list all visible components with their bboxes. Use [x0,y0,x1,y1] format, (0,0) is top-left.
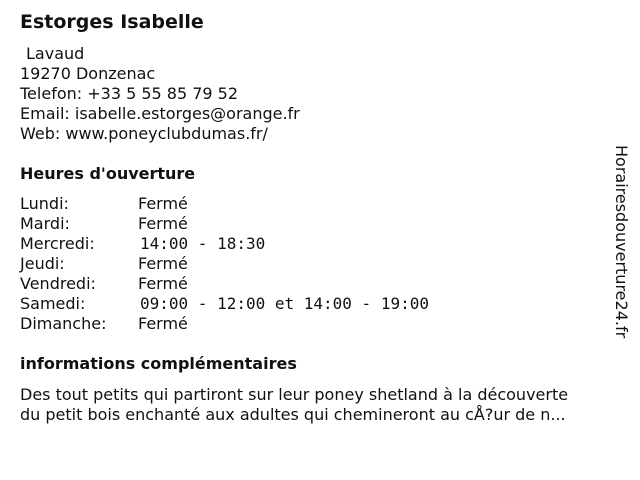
info-line: Des tout petits qui partiront sur leur poney shetland à la découverte [20,385,569,404]
day-label: Vendredi: [20,274,96,293]
info-heading: informations complémentaires [20,354,297,373]
day-hours: Fermé [138,314,188,333]
day-hours: Fermé [138,214,188,233]
business-name: Estorges Isabelle [20,11,204,33]
phone-line: Telefon: +33 5 55 85 79 52 [20,84,239,103]
info-description [20,385,620,425]
hours-row-mercredi [20,234,440,254]
info-line: du petit bois enchanté aux adultes qui chemineront au cÅ?ur de n... [20,405,566,424]
day-hours: Fermé [138,274,188,293]
day-label: Lundi: [20,194,69,213]
day-label: Mardi: [20,214,70,233]
day-label: Samedi: [20,294,86,313]
day-hours: 09:00 - 12:00 et 14:00 - 19:00 [140,294,429,313]
web-line: Web: www.poneyclubdumas.fr/ [20,124,268,143]
watermark-text: Horairesdouverture24.fr [612,145,631,339]
day-hours: Fermé [138,254,188,273]
email-line: Email: isabelle.estorges@orange.fr [20,104,300,123]
hours-row-jeudi [20,254,440,274]
street-address: Lavaud [26,44,85,63]
hours-heading: Heures d'ouverture [20,164,196,183]
day-hours: 14:00 - 18:30 [140,234,266,253]
hours-table [20,194,440,334]
hours-row-vendredi [20,274,440,294]
day-label: Dimanche: [20,314,107,333]
hours-row-mardi [20,214,440,234]
contact-block [20,44,300,144]
hours-row-lundi [20,194,440,214]
day-label: Mercredi: [20,234,95,253]
hours-row-samedi [20,294,440,314]
day-label: Jeudi: [20,254,65,273]
city-address: 19270 Donzenac [20,64,156,83]
hours-row-dimanche [20,314,440,334]
day-hours: Fermé [138,194,188,213]
site-watermark [606,137,636,347]
